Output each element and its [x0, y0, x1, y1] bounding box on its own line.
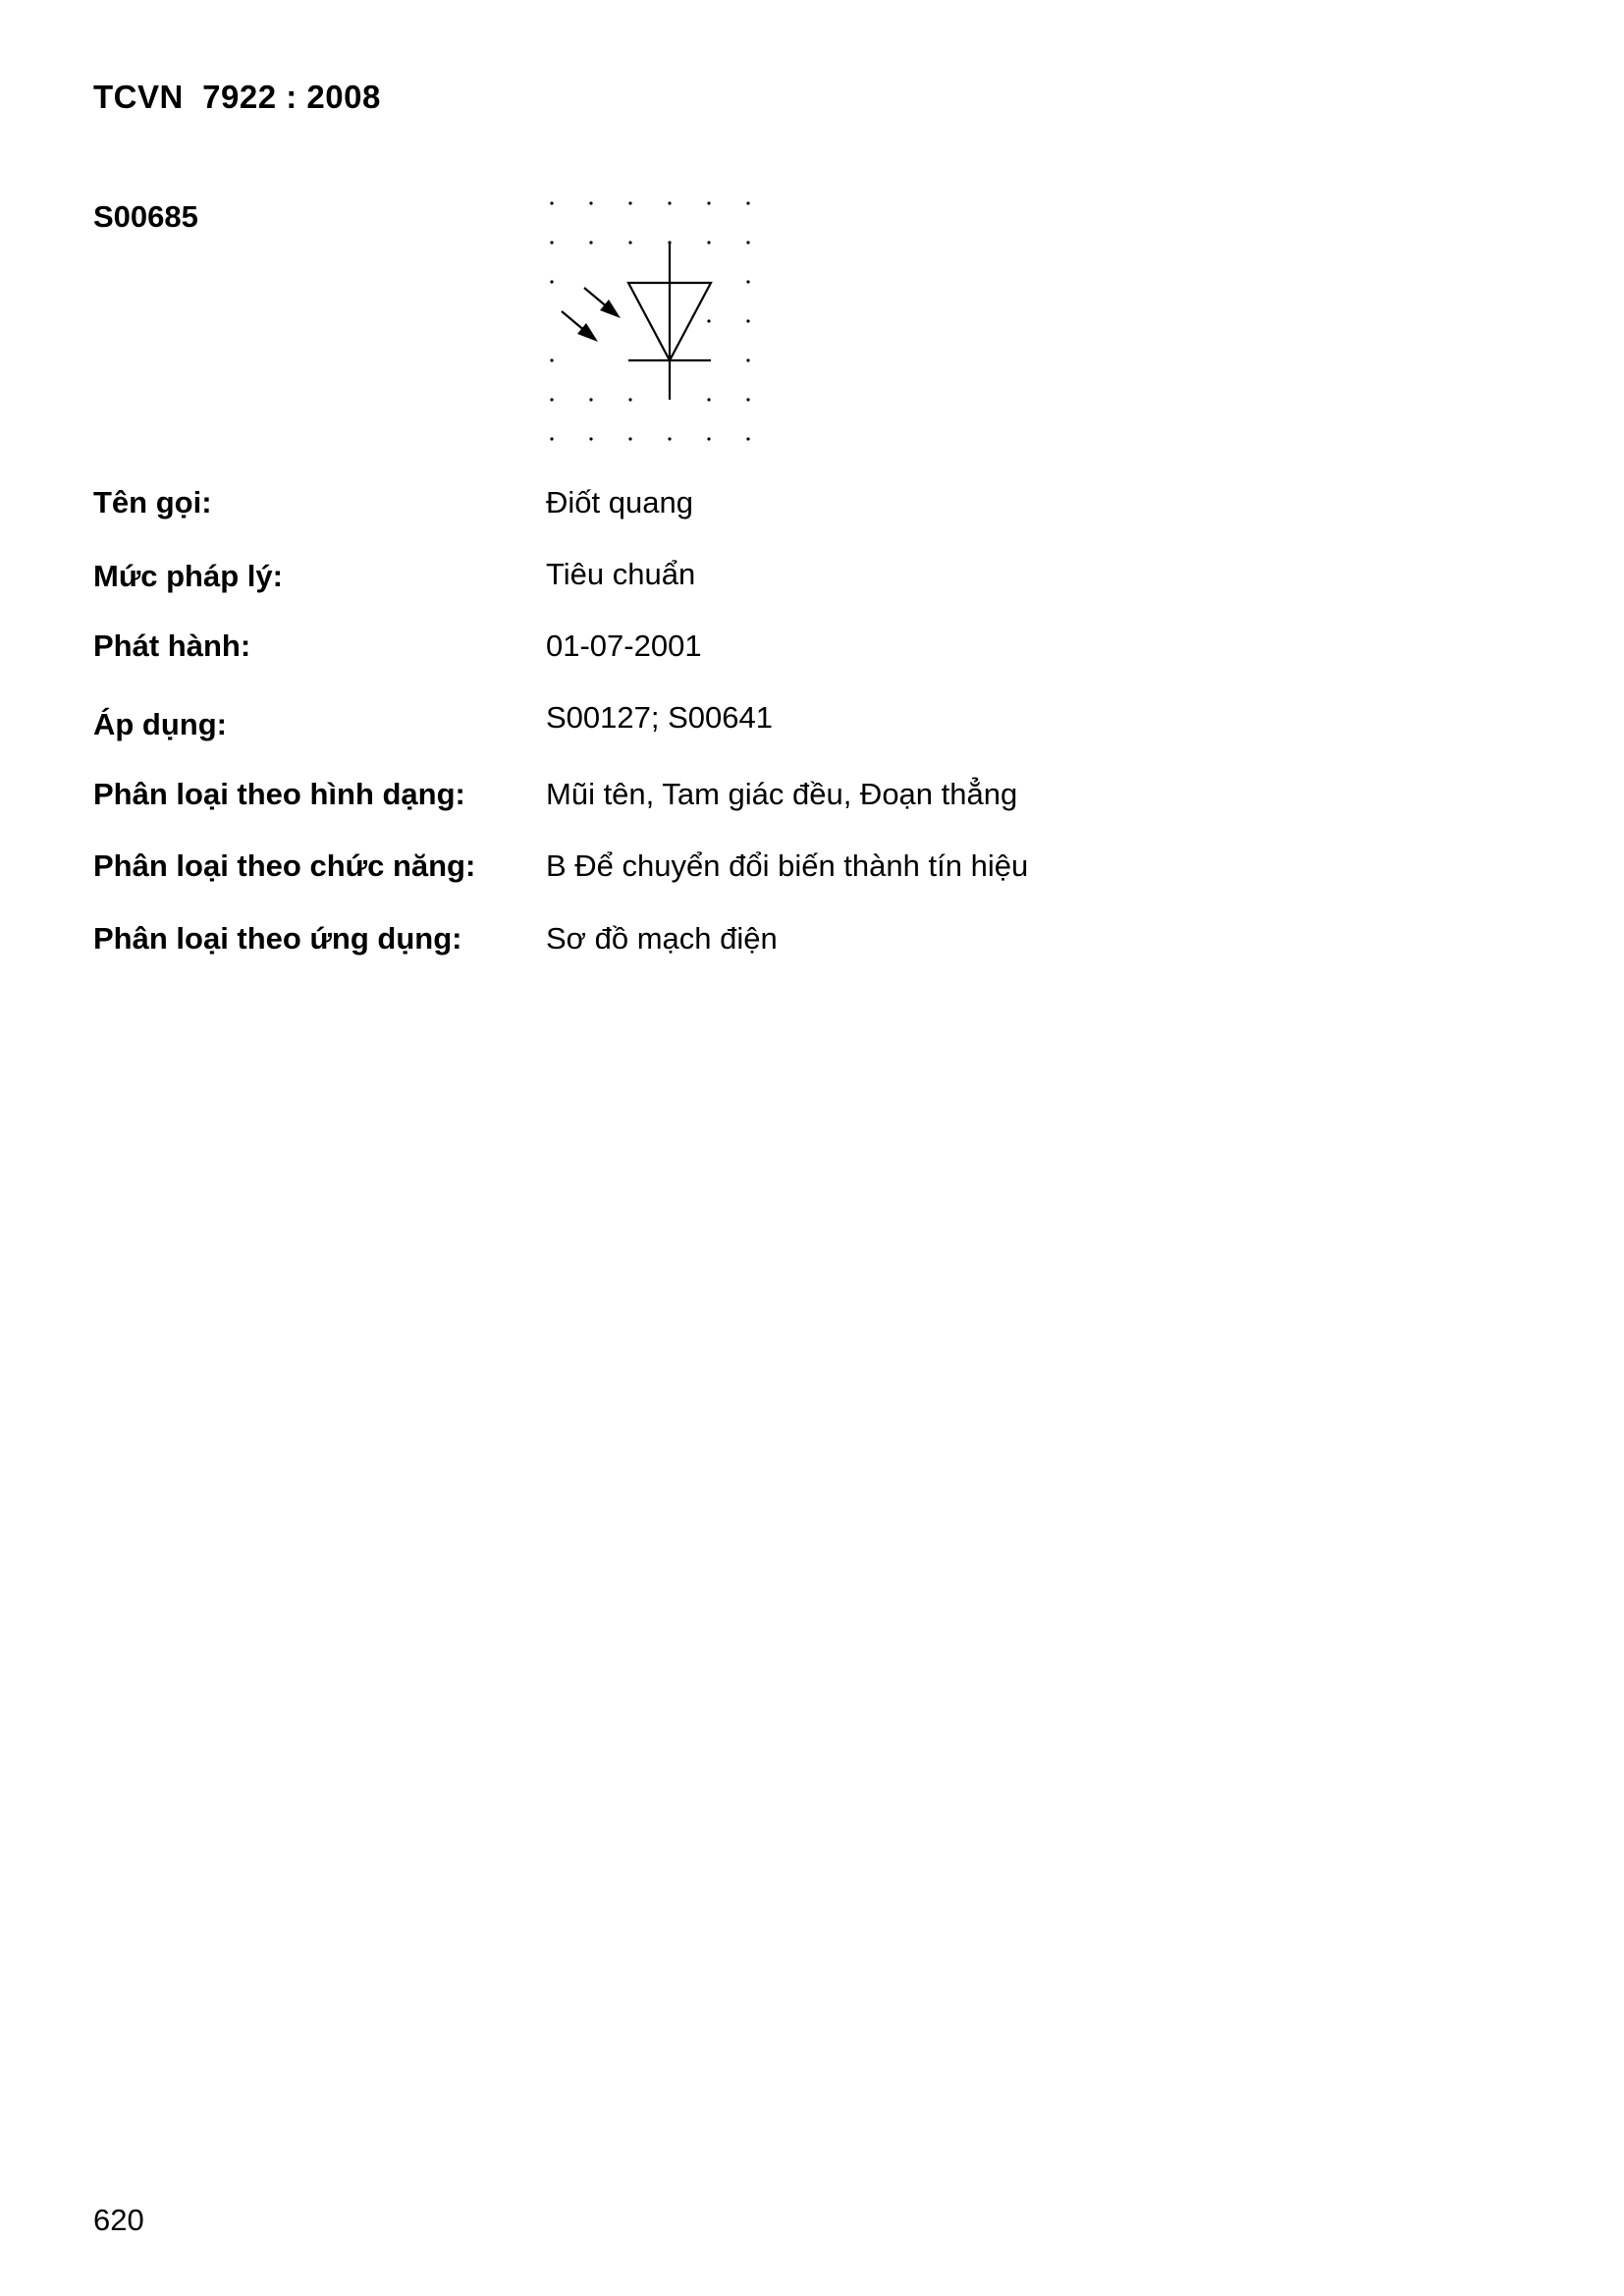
field-row-phan-loai-hinh-dang: [0, 777, 1624, 836]
page-number: 620: [93, 2203, 144, 2237]
field-label: Mức pháp lý:: [93, 559, 283, 593]
field-label: Phân loại theo hình dạng:: [93, 777, 465, 811]
symbol-code: S00685: [93, 199, 198, 234]
incoming-light-arrows: [562, 288, 621, 342]
dot-grid: [550, 201, 749, 440]
field-value: B Để chuyển đổi biến thành tín hiệu: [546, 848, 1029, 883]
field-label: Phân loại theo ứng dụng:: [93, 921, 462, 956]
field-value: Sơ đồ mạch điện: [546, 921, 778, 956]
standard-header: TCVN 7922 : 2008: [93, 79, 381, 115]
field-row-ap-dung: [0, 700, 1624, 759]
field-label: Tên gọi:: [93, 485, 212, 519]
photodiode-symbol-icon: [530, 187, 776, 452]
field-label: Phân loại theo chức năng:: [93, 848, 476, 883]
field-row-ten-goi: [0, 485, 1624, 544]
field-value: Tiêu chuẩn: [546, 557, 696, 591]
field-label: Áp dụng:: [93, 707, 228, 741]
field-value: Mũi tên, Tam giác đều, Đoạn thẳng: [546, 777, 1018, 811]
field-row-phan-loai-chuc-nang: [0, 848, 1624, 907]
field-value: Điốt quang: [546, 485, 693, 519]
diode-body: [628, 243, 711, 400]
field-row-phat-hanh: [0, 629, 1624, 687]
field-value: S00127; S00641: [546, 700, 773, 735]
field-label: Phát hành:: [93, 629, 251, 663]
field-value: 01-07-2001: [546, 629, 702, 663]
field-row-phan-loai-ung-dung: [0, 921, 1624, 980]
field-row-muc-phap-ly: [0, 557, 1624, 616]
